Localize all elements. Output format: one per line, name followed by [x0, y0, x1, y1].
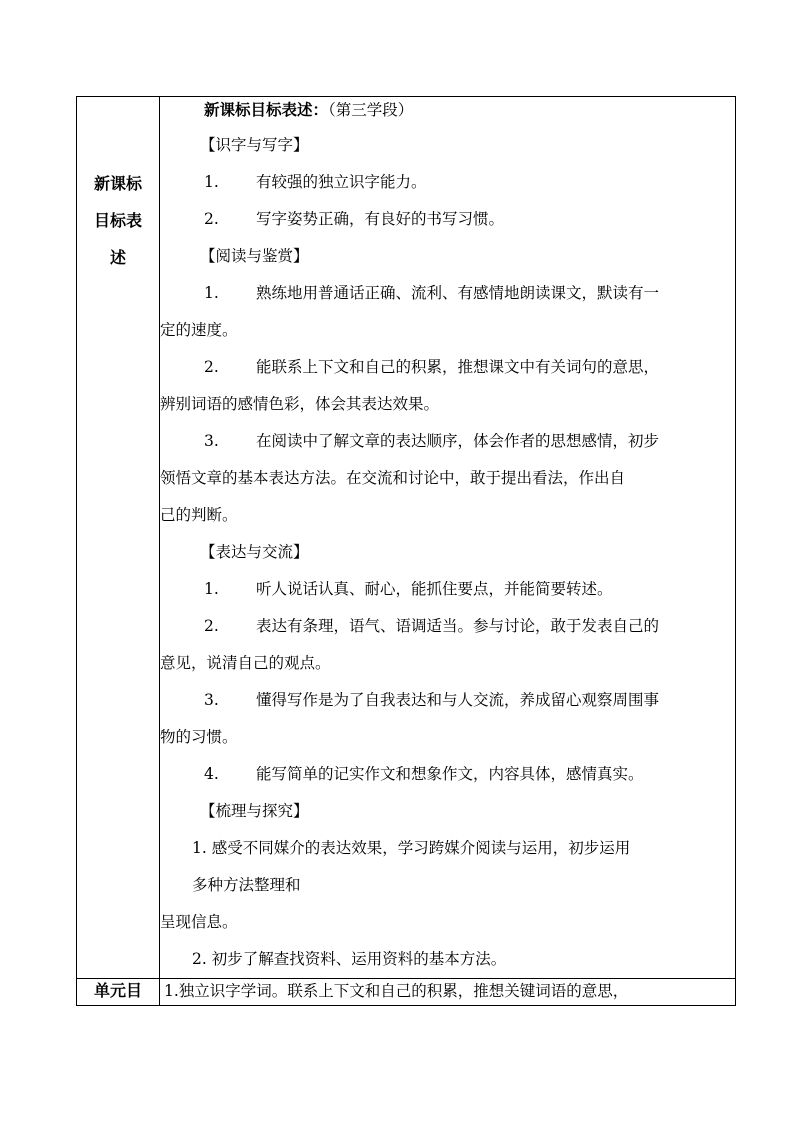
section-title: 【阅读与鉴赏】	[200, 247, 309, 265]
list-item: 2. 能联系上下文和自己的积累，推想课文中有关词句的意思，	[204, 358, 660, 376]
list-item-continuation: 物的习惯。	[160, 728, 238, 746]
section-title: 【梳理与探究】	[200, 802, 309, 820]
list-item: 1. 感受不同媒介的表达效果，学习跨媒介阅读与运用，初步运用	[192, 839, 631, 857]
table-row	[77, 97, 736, 979]
row-label	[77, 97, 159, 276]
section-title: 【表达与交流】	[200, 543, 309, 561]
goal-heading-note: （第三学段）	[328, 101, 414, 119]
row-label-cell	[77, 97, 160, 979]
list-item: 4. 能写简单的记实作文和想象作文，内容具体，感情真实。	[204, 765, 644, 783]
goal-content-cell	[160, 97, 736, 979]
list-item-continuation: 己的判断。	[160, 506, 238, 524]
row-label-cell	[77, 979, 160, 1006]
list-item-continuation: 呈现信息。	[160, 913, 238, 931]
list-item: 2. 写字姿势正确，有良好的书写习惯。	[204, 210, 505, 228]
row-label: 单元目	[93, 981, 142, 1000]
list-item: 1. 听人说话认真、耐心，能抓住要点，并能简要转述。	[204, 580, 613, 598]
list-item: 1. 有较强的独立识字能力。	[204, 173, 427, 191]
list-item: 2. 表达有条理，语气、语调适当。参与讨论，敢于发表自己的	[204, 617, 660, 635]
list-item-continuation: 多种方法整理和	[192, 876, 301, 894]
lesson-plan-table	[76, 96, 736, 1006]
list-item: 2. 初步了解查找资料、运用资料的基本方法。	[192, 950, 507, 968]
list-item-continuation: 意见，说清自己的观点。	[160, 654, 331, 672]
list-item-continuation: 辨别词语的感情色彩，体会其表达效果。	[160, 395, 440, 413]
row-label-line: 新课标	[93, 174, 142, 193]
list-item: 1. 熟练地用普通话正确、流利、有感情地朗读课文，默读有一	[204, 284, 660, 302]
list-item-continuation: 定的速度。	[160, 321, 238, 339]
table-row	[77, 979, 736, 1006]
row-label-line: 述	[109, 248, 126, 267]
list-item: 3. 在阅读中了解文章的表达顺序，体会作者的思想感情，初步	[204, 432, 660, 450]
section-title: 【识字与写字】	[200, 136, 309, 154]
list-item: 3. 懂得写作是为了自我表达和与人交流，养成留心观察周围事	[204, 691, 660, 709]
goal-heading-text: 新课标目标表述：	[204, 100, 329, 119]
goal-heading	[160, 93, 735, 127]
list-item-continuation: 领悟文章的基本表达方法。在交流和讨论中，敢于提出看法，作出自	[160, 469, 626, 487]
row-label-line: 目标表	[93, 211, 142, 230]
unit-goal-cell: 1.独立识字学词。联系上下文和自己的积累，推想关键词语的意思，	[160, 979, 736, 1006]
